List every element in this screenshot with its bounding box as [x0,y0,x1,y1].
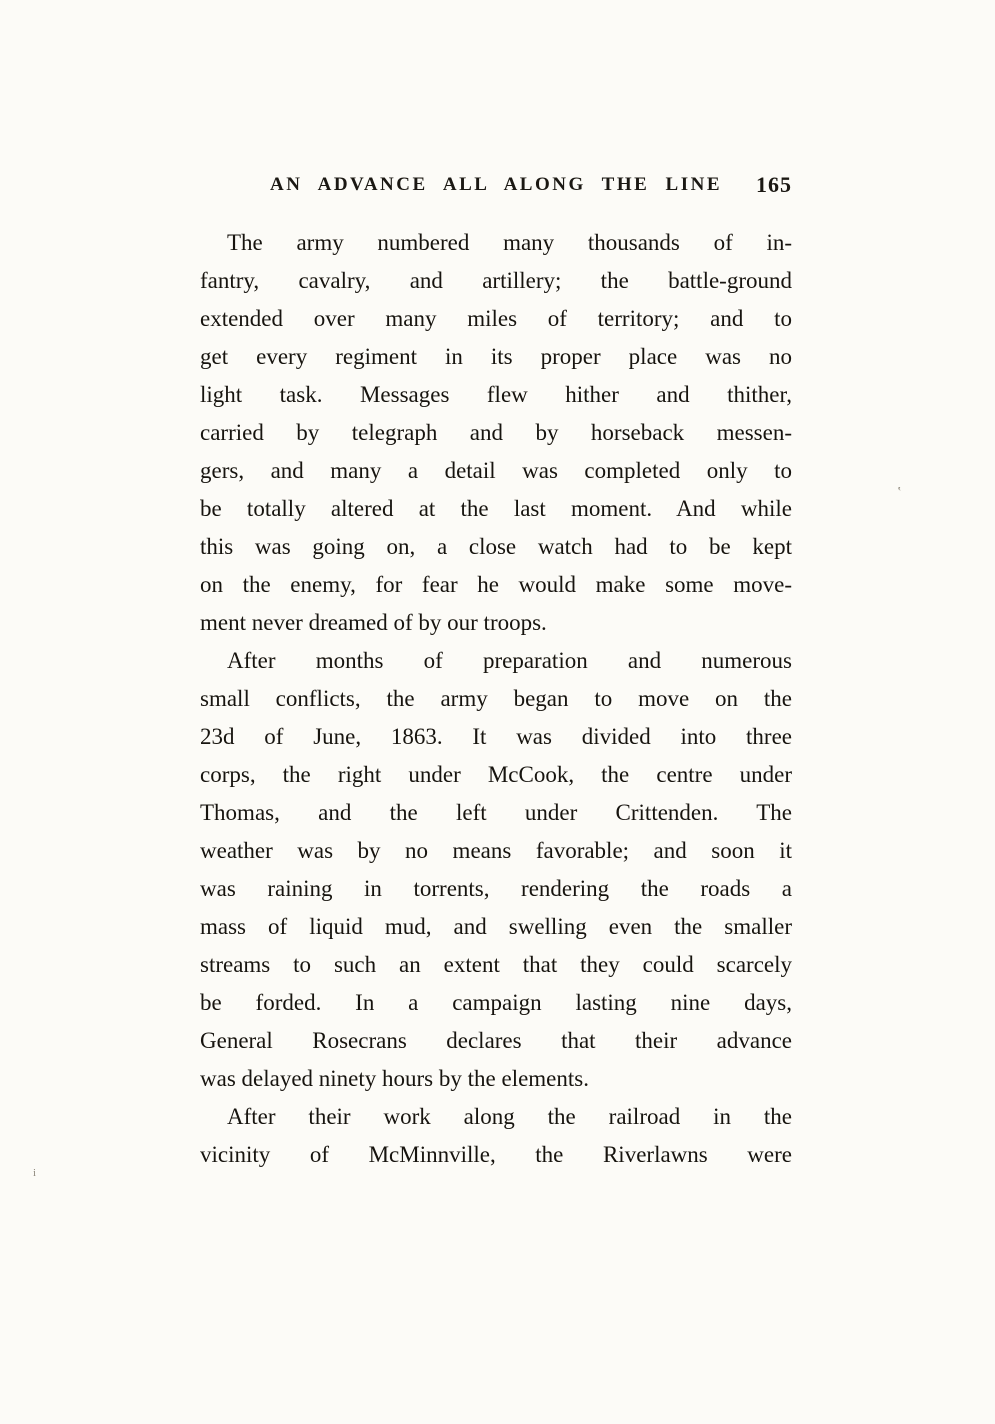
text-line: After their work along the railroad in the [227,1104,792,1129]
text-line: gers, and many a detail was completed only to [200,458,792,483]
text-line: mass of liquid mud, and swelling even the smaller [200,914,792,939]
text-line: Thomas, and the left under Crittenden. The [200,800,792,825]
text-line: weather was by no means favorable; and soon it [200,838,792,863]
page-text [200,224,792,1174]
text-line: vicinity of McMinnville, the Riverlawns were [200,1142,792,1167]
scan-artifact: i [33,1167,37,1179]
paragraph [200,224,792,642]
text-line: carried by telegraph and by horseback messen- [200,420,792,445]
running-header [200,172,792,202]
text-line: light task. Messages flew hither and thither, [200,382,792,407]
text-line: get every regiment in its proper place was no [200,344,792,369]
text-line: was raining in torrents, rendering the roads a [200,876,792,901]
text-line: was delayed ninety hours by the elements. [200,1066,589,1091]
paragraph [200,642,792,1098]
text-line: fantry, cavalry, and artillery; the battle-ground [200,268,792,293]
text-line: After months of preparation and numerous [227,648,792,673]
text-line: General Rosecrans declares that their advance [200,1028,792,1053]
text-line: on the enemy, for fear he would make some move- [200,572,792,597]
page-number: 165 [756,172,792,197]
text-line: streams to such an extent that they could scarcely [200,952,792,977]
text-line: small conflicts, the army began to move on the [200,686,792,711]
text-line: be totally altered at the last moment. And while [200,496,792,521]
text-line: this was going on, a close watch had to be kept [200,534,792,559]
running-header-title: AN ADVANCE ALL ALONG THE LINE [269,174,723,195]
text-line: corps, the right under McCook, the centre under [200,762,792,787]
text-line: ment never dreamed of by our troops. [200,610,547,635]
text-line: The army numbered many thousands of in- [227,230,792,255]
text-line: be forded. In a campaign lasting nine days, [200,990,792,1015]
text-line: extended over many miles of territory; and to [200,306,792,331]
scan-artifact: ‛ [897,485,902,500]
text-line: 23d of June, 1863. It was divided into three [200,724,792,749]
paragraph [200,1098,792,1174]
